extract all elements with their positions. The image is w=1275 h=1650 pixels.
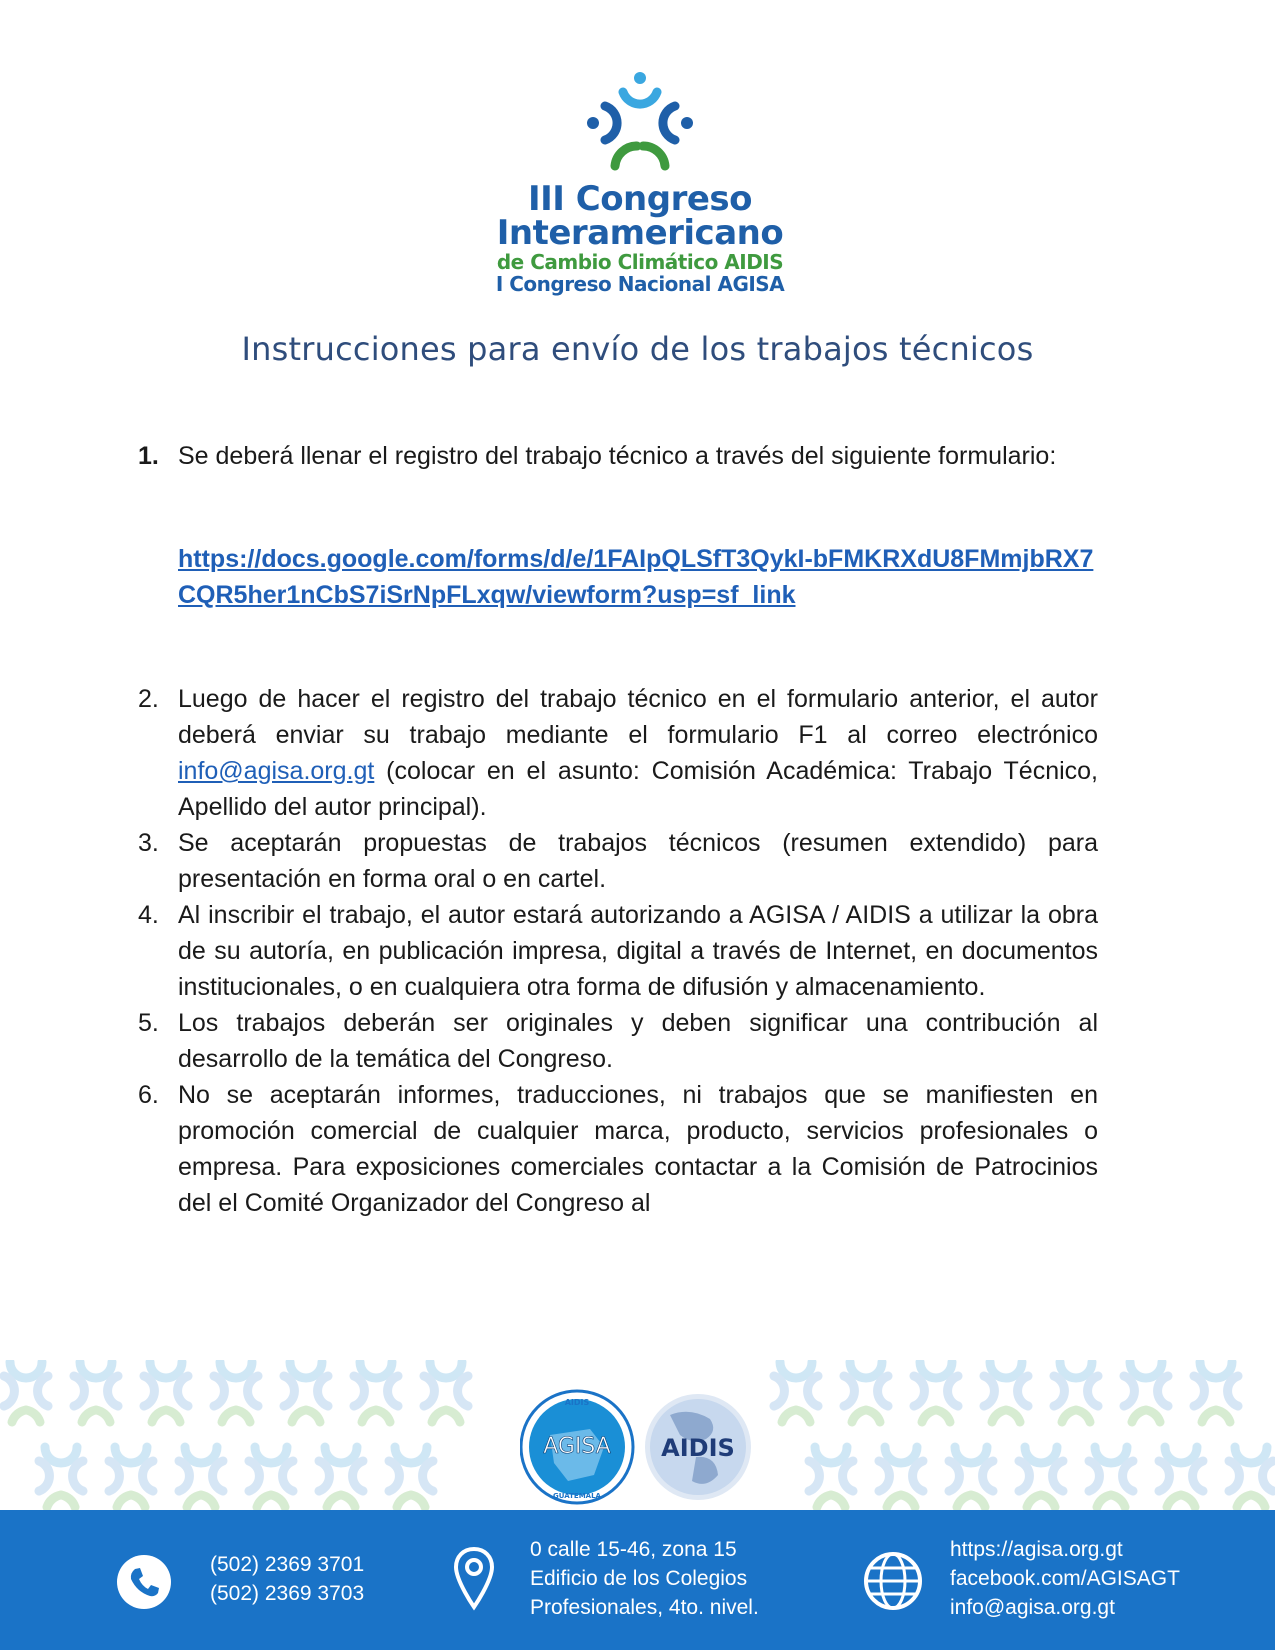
email-link[interactable]: info@agisa.org.gt <box>178 757 375 785</box>
logo-line-2: Interamericano <box>496 213 784 253</box>
phone-number-1: (502) 2369 3701 <box>210 1553 365 1576</box>
list-number: 4. <box>138 901 159 929</box>
address-line-1: 0 calle 15-46, zona 15 <box>530 1538 737 1561</box>
address-line-2: Edificio de los Colegios <box>530 1567 748 1590</box>
list-number: 2. <box>138 685 159 713</box>
organization-emblems <box>520 1385 790 1510</box>
list-item-text: Los trabajos deberán ser originales y deben significar una contribución al desarrollo de la temática del Congreso. <box>178 1009 1098 1073</box>
list-item-text: Se deberá llenar el registro del trabajo técnico a través del siguiente formulario: <box>178 442 1057 470</box>
list-item <box>138 681 1098 825</box>
logo-line-1: III Congreso <box>527 179 753 219</box>
form-link-block <box>138 541 1098 613</box>
list-item <box>138 1077 1098 1221</box>
globe-icon <box>862 1550 924 1612</box>
logo-line-3: de Cambio Climático AIDIS <box>496 250 784 274</box>
list-item-text: Se aceptarán propuestas de trabajos técnicos (resumen extendido) para presentación en forma oral o en cartel. <box>178 829 1098 893</box>
congress-logo <box>480 70 800 296</box>
form-link[interactable]: https://docs.google.com/forms/d/e/1FAIpQLSfT3QykI-bFMKRXdU8FMmjbRX7CQR5her1nCbS7iSrNpFLxqw/viewform?usp=sf_link <box>178 545 1094 609</box>
footer-email-link[interactable]: info@agisa.org.gt <box>950 1596 1115 1619</box>
list-item-text: Luego de hacer el registro del trabajo técnico en el formulario anterior, el autor deberá enviar su trabajo mediante el formulario F1 al correo electrónico <box>178 685 1098 749</box>
phone-numbers <box>210 1550 364 1608</box>
list-number: 1. <box>138 442 159 470</box>
agisa-emblem <box>521 1391 633 1503</box>
aidis-emblem <box>645 1394 751 1500</box>
address-line-3: Profesionales, 4to. nivel. <box>530 1596 759 1619</box>
instructions-list <box>138 438 1098 1221</box>
agisa-emblem-label: AGISA <box>543 1434 611 1459</box>
address <box>530 1535 759 1622</box>
agisa-emblem-top-text: AIDIS <box>564 1398 590 1407</box>
list-item-text: Al inscribir el trabajo, el autor estará autorizando a AGISA / AIDIS a utilizar la obra de su autoría, en publicación impresa, digital a través de Internet, en documentos institucionales, o en cualquiera otra forma de difusión y almacenamiento. <box>178 901 1098 1001</box>
phone-icon <box>117 1555 171 1609</box>
phone-number-2: (502) 2369 3703 <box>210 1582 365 1605</box>
facebook-link[interactable]: facebook.com/AGISAGT <box>950 1567 1180 1590</box>
list-number: 3. <box>138 829 159 857</box>
list-item <box>138 825 1098 897</box>
list-number: 5. <box>138 1009 159 1037</box>
list-item <box>138 438 1098 474</box>
web-contacts <box>950 1535 1180 1622</box>
location-pin-icon <box>452 1545 496 1613</box>
logo-line-4: I Congreso Nacional AGISA <box>495 272 785 296</box>
document-title: Instrucciones para envío de los trabajos técnicos <box>241 330 1034 368</box>
list-item <box>138 897 1098 1005</box>
contact-footer <box>0 1510 1275 1650</box>
list-number: 6. <box>138 1081 159 1109</box>
aidis-emblem-label: AIDIS <box>661 1434 735 1462</box>
list-item <box>138 1005 1098 1077</box>
website-link[interactable]: https://agisa.org.gt <box>950 1538 1123 1561</box>
list-item-text: No se aceptarán informes, traducciones, ni trabajos que se manifiesten en promoción comercial de cualquier marca, producto, servicios profesionales o empresa. Para exposiciones comerciales contactar a la Comisión de Patrocinios del el Comité Organizador del Congreso al <box>178 1081 1098 1217</box>
congress-logo-mark-icon <box>585 70 695 180</box>
list-item-text: (colocar en el asunto: Comisión Académica: Trabajo Técnico, Apellido del autor principal). <box>178 757 1098 821</box>
agisa-emblem-bottom-text: GUATEMALA <box>553 1492 601 1500</box>
